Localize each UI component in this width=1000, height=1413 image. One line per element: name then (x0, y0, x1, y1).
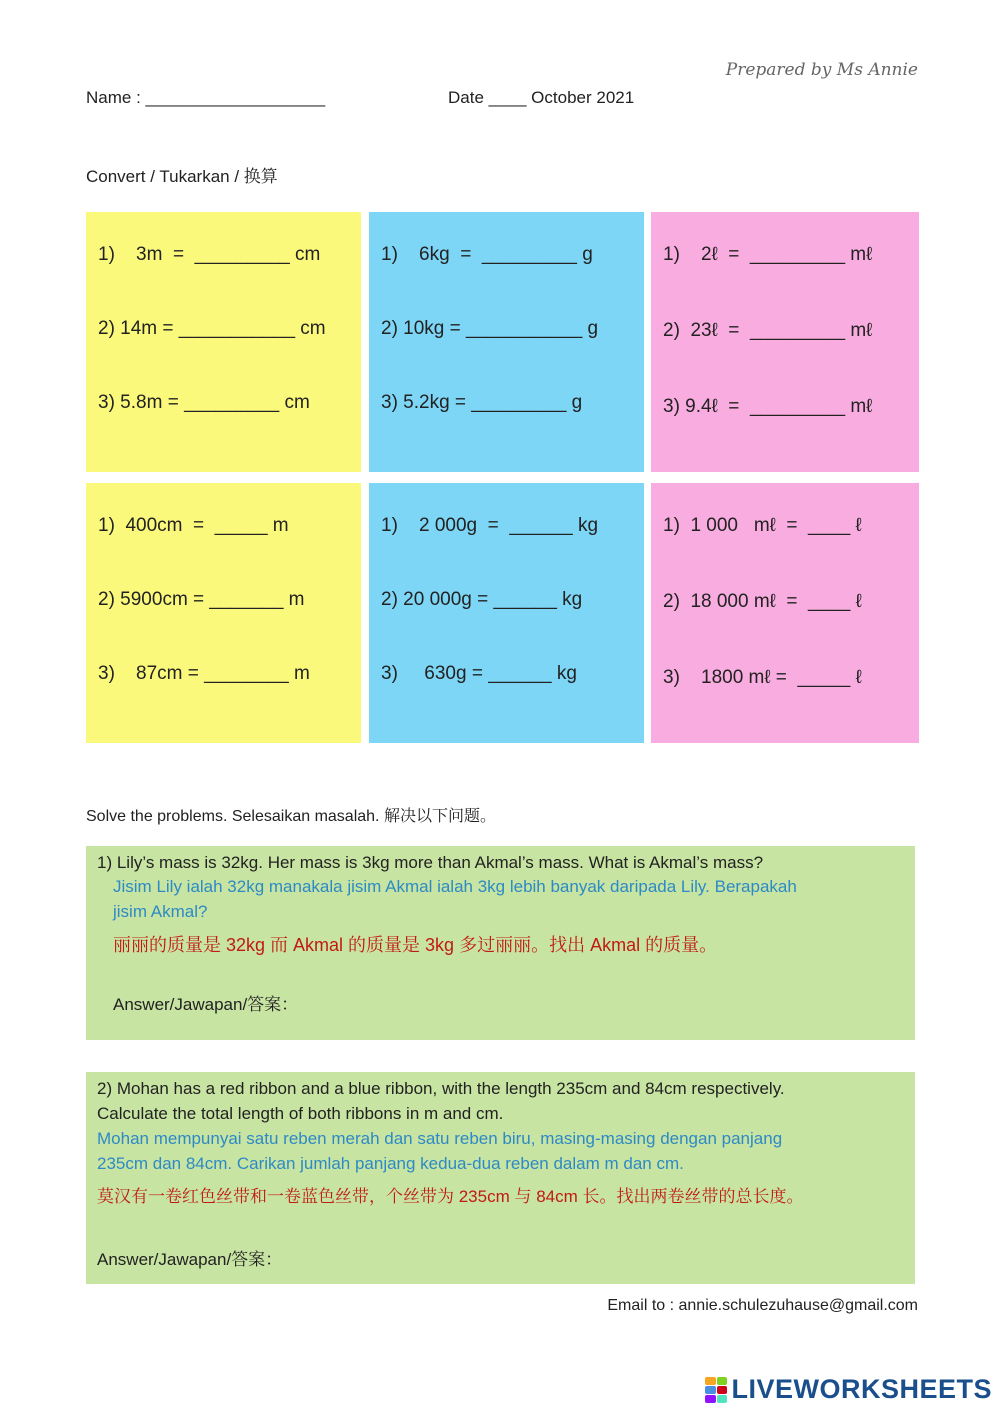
volume-question-6: 3) 1800 mℓ = _____ ℓ (663, 667, 862, 688)
length-question-1: 1) 3m = _________ cm (98, 244, 321, 265)
length-question-5: 2) 5900cm = _______ m (98, 589, 305, 610)
problem-1-malay-line-1: Jisim Lily ialah 32kg manakala jisim Akmal ialah 3kg lebih banyak daripada Lily. Berapakah (113, 877, 797, 896)
date-field: Date ____ October 2021 (448, 88, 635, 107)
mass-question-4: 1) 2 000g = ______ kg (381, 515, 599, 536)
problem-1-malay-line-2: jisim Akmal? (113, 902, 208, 921)
liveworksheets-logo-icon (705, 1377, 727, 1403)
liveworksheets-brand: LIVEWORKSHEETS (731, 1374, 992, 1404)
problem-2-malay-line-1: Mohan mempunyai satu reben merah dan satu reben biru, masing-masing dengan panjang (97, 1129, 783, 1148)
volume-question-3: 3) 9.4ℓ = _________ mℓ (663, 396, 873, 417)
volume-question-1: 1) 2ℓ = _________ mℓ (663, 244, 873, 265)
problem-2-english-line-2: Calculate the total length of both ribbons in m and cm. (97, 1104, 504, 1123)
mass-question-3: 3) 5.2kg = _________ g (381, 392, 583, 413)
name-field: Name : ___________________ (86, 88, 326, 107)
mass-box-2 (369, 483, 644, 743)
prepared-by: Prepared by Ms Annie (725, 60, 918, 80)
liveworksheets-logo (705, 1374, 992, 1405)
problem-2-chinese: 莫汉有一卷红色丝带和一卷蓝色丝带，个丝带为 235cm 与 84cm 长。找出两卷丝带的总长度。 (97, 1187, 804, 1206)
problem-1-answer-label: Answer/Jawapan/答案： (113, 995, 299, 1014)
length-question-6: 3) 87cm = ________ m (98, 663, 310, 684)
length-box-2 (86, 483, 361, 743)
mass-question-5: 2) 20 000g = ______ kg (381, 589, 583, 610)
volume-question-4: 1) 1 000 mℓ = ____ ℓ (663, 515, 862, 536)
length-box-1 (86, 212, 361, 472)
length-question-3: 3) 5.8m = _________ cm (98, 392, 310, 413)
contact-email: Email to : annie.schulezuhause@gmail.com (607, 1297, 918, 1314)
volume-question-5: 2) 18 000 mℓ = ____ ℓ (663, 591, 862, 612)
mass-question-6: 3) 630g = ______ kg (381, 663, 577, 684)
problem-2-english-line-1: 2) Mohan has a red ribbon and a blue ribbon, with the length 235cm and 84cm respectively. (97, 1079, 785, 1098)
problem-2-malay-line-2: 235cm dan 84cm. Carikan jumlah panjang kedua-dua reben dalam m dan cm. (97, 1154, 684, 1173)
mass-question-1: 1) 6kg = _________ g (381, 244, 593, 265)
convert-title: Convert / Tukarkan / 换算 (86, 167, 278, 186)
volume-box-1 (651, 212, 919, 472)
length-question-2: 2) 14m = ___________ cm (98, 318, 326, 339)
problem-1-chinese: 丽丽的质量是 32kg 而 Akmal 的质量是 3kg 多过丽丽。找出 Akmal 的质量。 (113, 935, 718, 955)
length-question-4: 1) 400cm = _____ m (98, 515, 289, 536)
problem-1-english: 1) Lily’s mass is 32kg. Her mass is 3kg more than Akmal’s mass. What is Akmal’s mass? (97, 853, 764, 872)
problems-instructions: Solve the problems. Selesaikan masalah. 解决以下问题。 (86, 808, 496, 825)
volume-question-2: 2) 23ℓ = _________ mℓ (663, 320, 873, 341)
mass-question-2: 2) 10kg = ___________ g (381, 318, 599, 339)
problem-1-box (86, 846, 915, 1040)
volume-box-2 (651, 483, 919, 743)
problem-2-box (86, 1072, 915, 1284)
problem-2-answer-label: Answer/Jawapan/答案： (97, 1250, 283, 1269)
mass-box-1 (369, 212, 644, 472)
